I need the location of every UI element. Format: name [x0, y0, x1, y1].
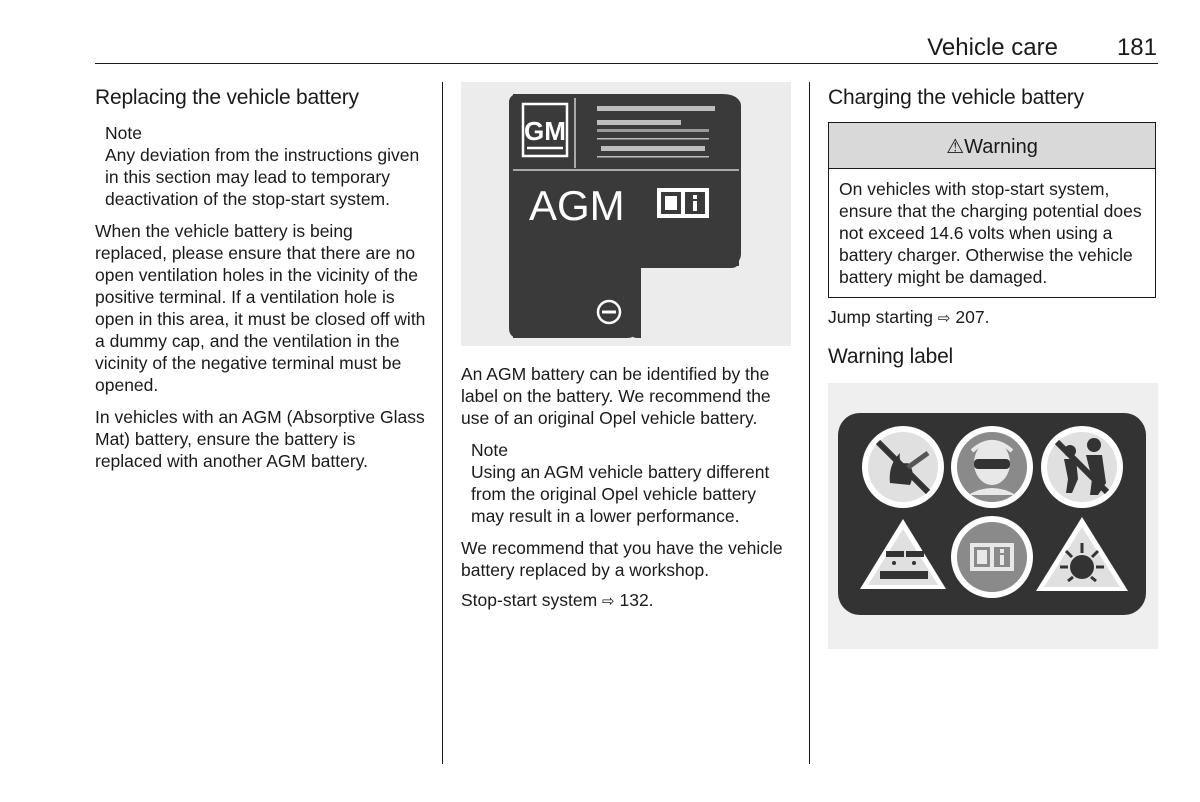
- note-text: Using an AGM vehicle battery different from the original Opel vehicle battery may result in a lower performance.: [471, 462, 770, 526]
- cross-reference: [828, 306, 1158, 329]
- note-block: [471, 439, 793, 527]
- note-title: Note: [471, 440, 508, 460]
- column-replacing-battery: [95, 82, 427, 472]
- info-book-icon: [657, 188, 709, 218]
- paragraph: When the vehicle battery is being replaced, please ensure that there are no open ventilation holes in the vicinity of the positive terminal. If a ventilation hole is open in this area, it must be closed off with a dummy cap, and the ventilation in the vicinity of the negative terminal must be opened.: [95, 221, 426, 395]
- column-agm: [461, 82, 793, 612]
- heading-replacing-battery: Replacing the vehicle battery: [95, 86, 359, 109]
- cross-reference-text: Jump starting: [828, 307, 934, 327]
- eye-protection-icon: [951, 426, 1033, 508]
- note-block: [105, 122, 427, 210]
- read-manual-icon: [951, 516, 1033, 598]
- heading-charging-battery: Charging the vehicle battery: [828, 86, 1084, 109]
- page-number: 181: [1116, 34, 1157, 61]
- ref-arrow-icon: ⇨: [937, 309, 951, 327]
- gm-logo-text: GM: [524, 116, 566, 146]
- warning-box: [828, 122, 1156, 298]
- column-divider-left: [442, 82, 443, 764]
- agm-label-illustration: [461, 82, 791, 346]
- cross-reference-page[interactable]: 132.: [619, 590, 654, 610]
- paragraph: In vehicles with an AGM (Absorptive Glass Mat) battery, ensure the battery is replaced with another AGM battery.: [95, 407, 425, 471]
- cross-reference: [461, 589, 793, 612]
- agm-label-text: AGM: [529, 182, 625, 229]
- warning-text: On vehicles with stop-start system, ensure that the charging potential does not exceed 14.6 volts when using a battery charger. Otherwise the vehicle battery might be damaged.: [839, 179, 1142, 287]
- cross-reference-page[interactable]: 207.: [955, 307, 990, 327]
- section-title: Vehicle care: [927, 34, 1058, 61]
- ref-arrow-icon: ⇨: [602, 592, 615, 610]
- paragraph: We recommend that you have the vehicle battery replaced by a workshop.: [461, 538, 783, 580]
- column-charging: [828, 82, 1158, 649]
- note-text: Any deviation from the instructions given in this section may lead to temporary deactivation of the stop-start system.: [105, 145, 420, 209]
- warning-body: [829, 169, 1155, 297]
- warning-title: Warning: [964, 136, 1038, 158]
- header-rule: [95, 63, 1158, 64]
- warning-label-figure: [828, 383, 1158, 649]
- warning-label-illustration: [828, 383, 1158, 649]
- cross-reference-text: Stop-start system: [461, 590, 598, 610]
- warning-triangle-icon: ⚠: [946, 134, 965, 158]
- no-fire-icon: [862, 426, 944, 508]
- keep-children-away-icon: [1041, 426, 1123, 508]
- agm-battery-label-figure: [461, 82, 791, 346]
- heading-warning-label: Warning label: [828, 345, 954, 368]
- warning-header: [829, 123, 1155, 169]
- column-divider-right: [809, 82, 810, 764]
- note-title: Note: [105, 123, 142, 143]
- paragraph: An AGM battery can be identified by the label on the battery. We recommend the use of an original Opel vehicle battery.: [461, 364, 771, 428]
